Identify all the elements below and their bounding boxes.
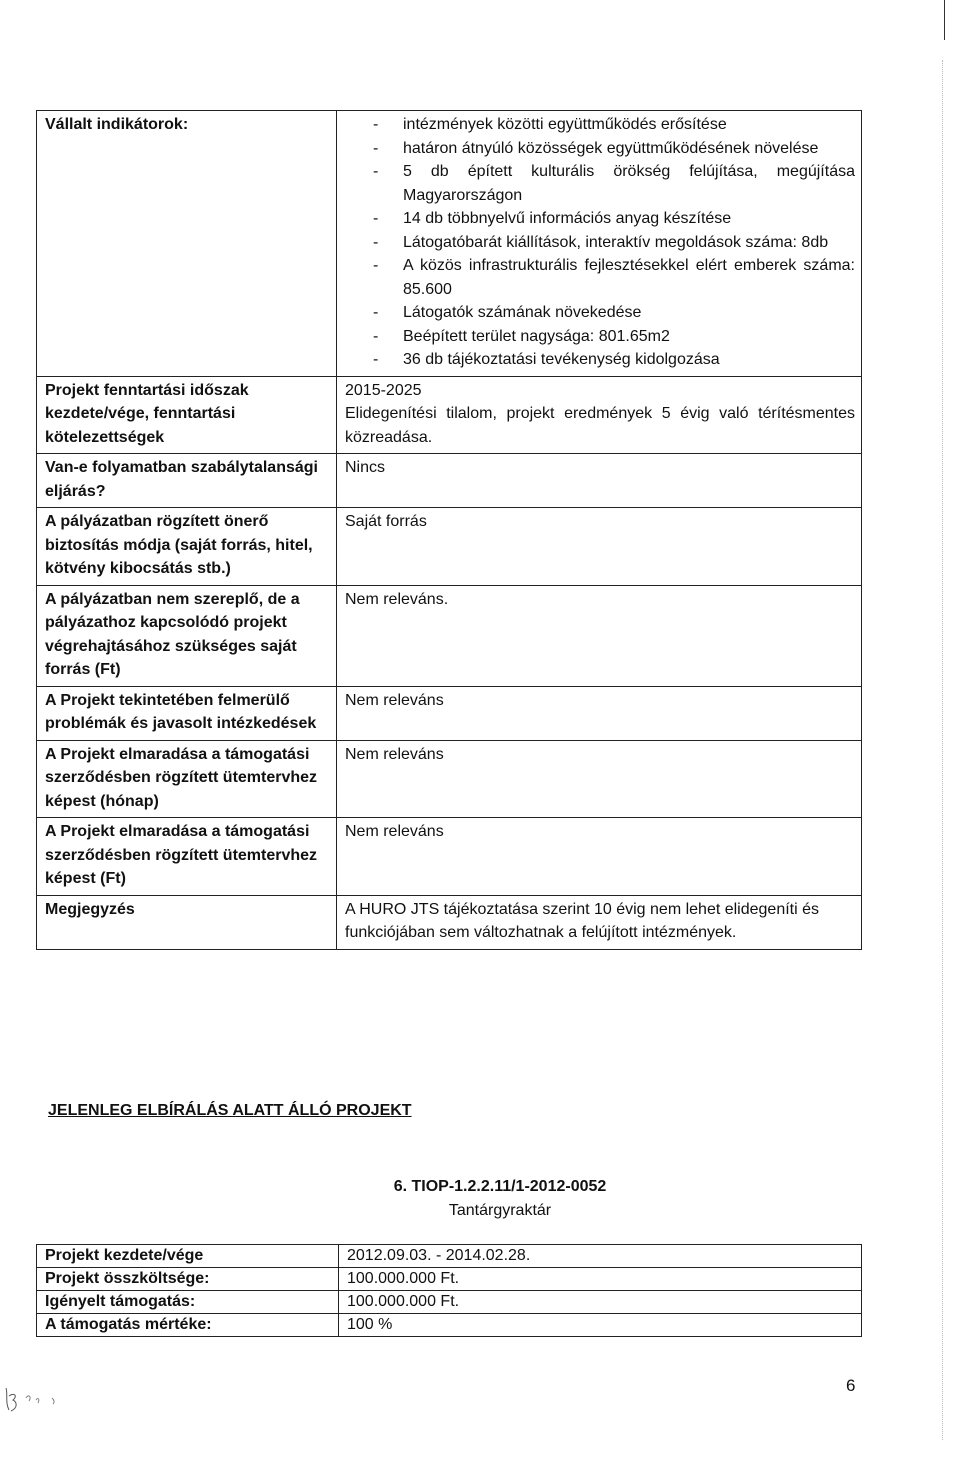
indicator-list — [345, 113, 855, 372]
table-row — [37, 1245, 862, 1268]
table-row — [37, 1314, 862, 1337]
table-row — [37, 740, 862, 818]
list-item: - intézmények közötti együttműködés erősítése — [345, 113, 855, 137]
maintenance-period: 2015-2025 — [345, 381, 422, 399]
table-row — [37, 895, 862, 949]
info-key: A támogatás mértéke: — [37, 1314, 339, 1337]
row-value: Nem releváns — [337, 818, 862, 896]
list-item: - A közös infrastrukturális fejlesztésekkel elért emberek száma: 85.600 — [345, 254, 855, 301]
info-value: 100 % — [339, 1314, 862, 1337]
list-item: - határon átnyúló közösségek együttműködésének növelése — [345, 137, 855, 161]
project-heading — [300, 1175, 700, 1223]
section-title: JELENLEG ELBÍRÁLÁS ALATT ÁLLÓ PROJEKT — [48, 1102, 412, 1119]
list-item: - 14 db többnyelvű információs anyag készítése — [345, 207, 855, 231]
list-item: - Látogatóbarát kiállítások, interaktív megoldások száma: 8db — [345, 231, 855, 255]
row-label: Vállalt indikátorok: — [37, 111, 337, 377]
list-item: - Beépített terület nagysága: 801.65m2 — [345, 325, 855, 349]
table-row — [37, 1268, 862, 1291]
indicator-list-cell — [337, 111, 862, 377]
info-key: Igényelt támogatás: — [37, 1291, 339, 1314]
list-item: - 5 db épített kulturális örökség felújítása, megújítása Magyarországon — [345, 160, 855, 207]
maintenance-obligation: Elidegenítési tilalom, projekt eredmények 5 évig való térítésmentes közreadása. — [345, 405, 855, 446]
info-key: Projekt kezdete/vége — [37, 1245, 339, 1268]
row-value: Saját forrás — [337, 508, 862, 586]
scan-edge-line — [944, 0, 945, 40]
table-row — [37, 454, 862, 508]
table-row — [37, 585, 862, 686]
info-key: Projekt összköltsége: — [37, 1268, 339, 1291]
row-label: Megjegyzés — [37, 895, 337, 949]
row-value: Nem releváns. — [337, 585, 862, 686]
row-label: A Projekt elmaradása a támogatási szerződésben rögzített ütemtervhez képest (Ft) — [37, 818, 337, 896]
table-row — [37, 1291, 862, 1314]
project-name: Tantárgyraktár — [448, 1202, 552, 1219]
table-row — [37, 818, 862, 896]
info-value: 100.000.000 Ft. — [339, 1268, 862, 1291]
row-value — [337, 376, 862, 454]
row-label: A pályázatban nem szereplő, de a pályázathoz kapcsolódó projekt végrehajtásához szükséges saját forrás (Ft) — [37, 585, 337, 686]
info-value: 2012.09.03. - 2014.02.28. — [339, 1245, 862, 1268]
table-row — [37, 686, 862, 740]
page-number: 6 — [846, 1376, 856, 1395]
scan-margin-dots — [942, 60, 943, 1440]
row-label: A pályázatban rögzített önerő biztosítás módja (saját forrás, hitel, kötvény kibocsátás stb.) — [37, 508, 337, 586]
table-row — [37, 111, 862, 377]
row-label: A Projekt tekintetében felmerülő problémák és javasolt intézkedések — [37, 686, 337, 740]
row-label: Van-e folyamatban szabálytalansági eljárás? — [37, 454, 337, 508]
row-value: A HURO JTS tájékoztatása szerint 10 évig nem lehet elidegeníti és funkciójában sem változhatnak a felújított intézmények. — [337, 895, 862, 949]
row-value: Nincs — [337, 454, 862, 508]
project-details-table — [36, 110, 862, 950]
handwritten-signature — [0, 1380, 80, 1420]
info-value: 100.000.000 Ft. — [339, 1291, 862, 1314]
row-label: Projekt fenntartási időszak kezdete/vége, fenntartási kötelezettségek — [37, 376, 337, 454]
list-item: - 36 db tájékoztatási tevékenység kidolgozása — [345, 348, 855, 372]
row-label: A Projekt elmaradása a támogatási szerződésben rögzített ütemtervhez képest (hónap) — [37, 740, 337, 818]
list-item: - Látogatók számának növekedése — [345, 301, 855, 325]
table-row — [37, 376, 862, 454]
row-value: Nem releváns — [337, 686, 862, 740]
project-code: 6. TIOP-1.2.2.11/1-2012-0052 — [393, 1178, 607, 1195]
table-row — [37, 508, 862, 586]
project-info-table — [36, 1244, 862, 1337]
row-value: Nem releváns — [337, 740, 862, 818]
